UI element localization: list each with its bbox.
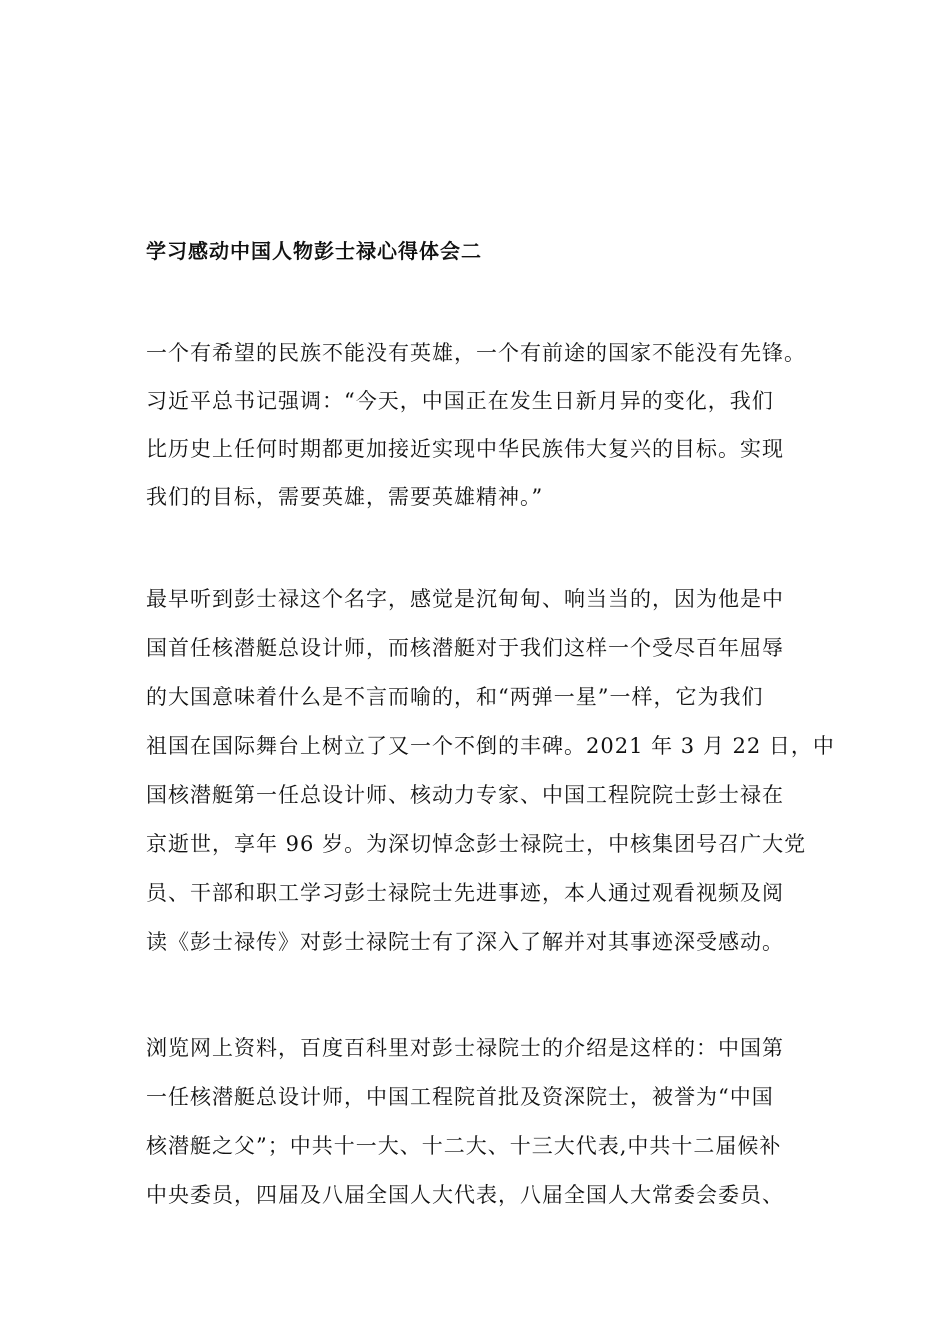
paragraph-2-line-3: 的大国意味着什么是不言而喻的，和“两弹一星”一样，它为我们: [146, 685, 764, 709]
paragraph-2-line-8: 读《彭士禄传》对彭士禄院士有了深入了解并对其事迹深受感动。: [146, 930, 784, 954]
paragraph-2-line-2: 国首任核潜艇总设计师，而核潜艇对于我们这样一个受尽百年屈辱: [146, 636, 784, 660]
paragraph-3-line-1: 浏览网上资料，百度百科里对彭士禄院士的介绍是这样的：中国第: [146, 1036, 784, 1060]
paragraph-2-line-1: 最早听到彭士禄这个名字，感觉是沉甸甸、响当当的，因为他是中: [146, 587, 784, 611]
paragraph-2-line-5: 国核潜艇第一任总设计师、核动力专家、中国工程院院士彭士禄在: [146, 783, 784, 807]
paragraph-1-line-3: 比历史上任何时期都更加接近实现中华民族伟大复兴的目标。实现: [146, 437, 784, 461]
paragraph-3-line-2: 一任核潜艇总设计师，中国工程院首批及资深院士，被誉为“中国: [146, 1085, 774, 1109]
paragraph-2-line-4: 祖国在国际舞台上树立了又一个不倒的丰碑。2021 年 3 月 22 日，中: [146, 734, 835, 758]
document-title: 学习感动中国人物彭士禄心得体会二: [146, 239, 482, 263]
paragraph-1-line-2: 习近平总书记强调：“今天，中国正在发生日新月异的变化，我们: [146, 389, 774, 413]
paragraph-2-line-7: 员、干部和职工学习彭士禄院士先进事迹，本人通过观看视频及阅: [146, 881, 784, 905]
paragraph-1-line-1: 一个有希望的民族不能没有英雄，一个有前途的国家不能没有先锋。: [146, 341, 806, 365]
paragraph-1-line-4: 我们的目标，需要英雄，需要英雄精神。”: [146, 485, 544, 509]
paragraph-3-line-3: 核潜艇之父”；中共十一大、十二大、十三大代表,中共十二届候补: [146, 1134, 782, 1158]
paragraph-3-line-4: 中央委员，四届及八届全国人大代表，八届全国人大常委会委员、: [146, 1183, 784, 1207]
paragraph-2-line-6: 京逝世，享年 96 岁。为深切悼念彭士禄院士，中核集团号召广大党: [146, 832, 807, 856]
